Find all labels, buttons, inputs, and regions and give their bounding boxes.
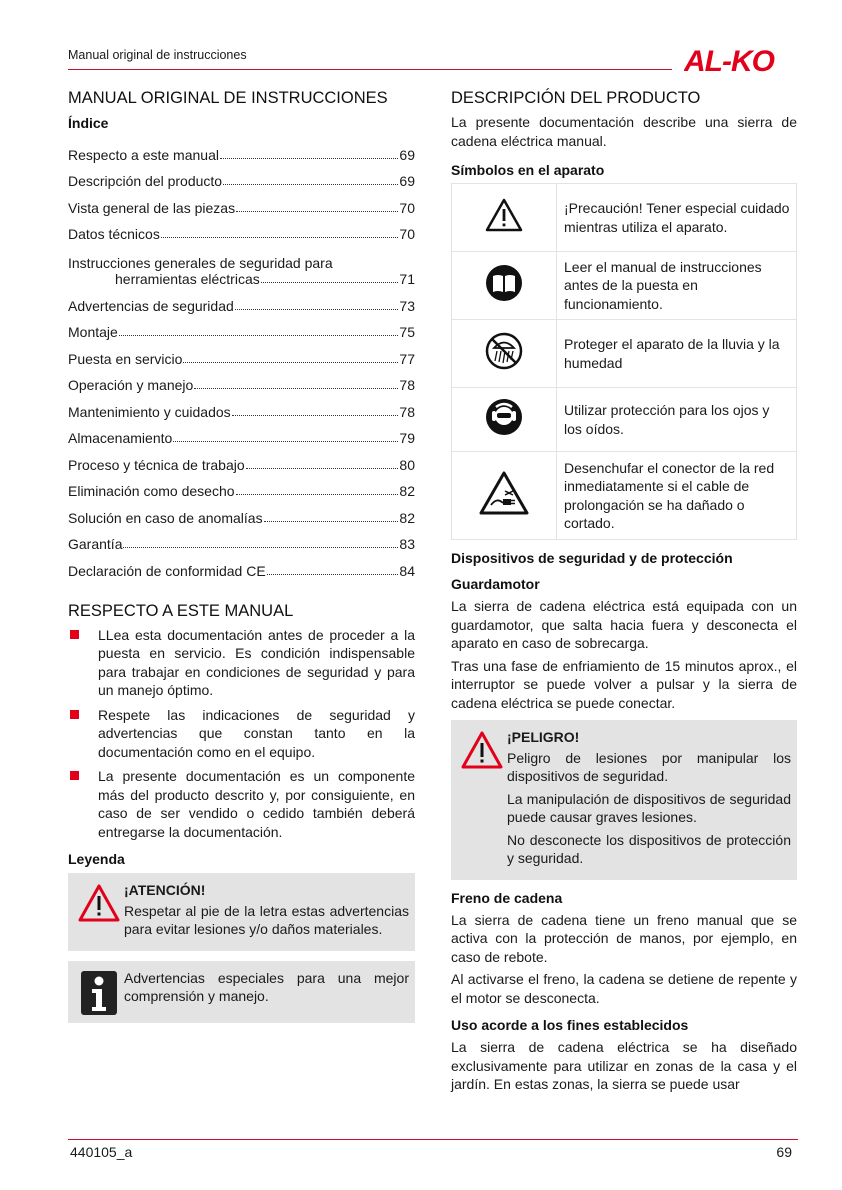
product-intro: La presente documentación describe una sierra de cadena eléctrica manual. [451,114,797,149]
toc-item[interactable]: Almacenamiento 79 [68,430,415,446]
toc-item[interactable]: Advertencias de seguridad 73 [68,297,415,314]
bullet-square-icon [70,771,79,780]
toc-item[interactable]: Descripción del producto 69 [68,173,415,189]
read-manual-icon [452,252,557,320]
product-heading: DESCRIPCIÓN DEL PRODUCTO [451,89,701,107]
symbol-description: Proteger el aparato de la lluvia y la humedad [557,320,797,388]
no-rain-icon [452,320,557,388]
toc-item[interactable]: Puesta en servicio 77 [68,350,415,367]
page-number: 69 [776,1144,792,1160]
toc-item[interactable]: Mantenimiento y cuidados 78 [68,403,415,420]
chain-brake-paragraph: La sierra de cadena tiene un freno manual que se activa con la protección de manos, por ejemplo, en caso de rebote. [451,911,797,965]
footer-divider [68,1139,798,1140]
info-note [68,961,415,1023]
toc-item[interactable]: Eliminación como desecho 82 [68,483,415,499]
table-row [452,388,797,452]
toc-item[interactable]: Montaje 75 [68,324,415,340]
symbols-label: Símbolos en el aparato [451,162,605,178]
legend-label: Leyenda [68,851,125,867]
intended-use-paragraph: La sierra de cadena eléctrica se ha diseñado exclusivamente para utilizar en zonas de la casa y el jardín. En estas zonas, la sierra se puede usar [451,1039,797,1092]
safety-devices-label: Dispositivos de seguridad y de protección [451,550,733,566]
toc-item[interactable]: Solución en caso de anomalías 82 [68,509,415,526]
header-title: Manual original de instrucciones [68,48,247,62]
danger-line: Peligro de lesiones por manipular los dispositivos de seguridad. [507,749,791,784]
eye-ear-protection-icon [452,388,557,452]
header-divider [68,69,672,70]
toc-item[interactable]: Garantía 83 [68,536,415,552]
table-of-contents [68,136,415,579]
info-text: Advertencias especiales para una mejor comprensión y manejo. [124,969,409,1004]
warning-triangle-icon [457,728,507,872]
bullet-square-icon [70,710,79,719]
table-row [452,320,797,388]
info-icon [74,969,124,1015]
table-row [452,452,797,540]
alko-logo-text: AL-KO [684,45,774,74]
list-item: LLea esta documentación antes de proceder a la puesta en servicio. Es condición indispensable para trabajar en condiciones de seguridad y para un manejo óptimo. [68,626,415,700]
bullet-square-icon [70,630,79,639]
table-row [452,184,797,252]
alko-logo [684,44,800,74]
unplug-warning-icon [452,452,557,540]
symbol-description: Desenchufar el conector de la red inmediatamente si el cable de prolongación se ha dañado o cortado. [557,452,797,540]
toc-item[interactable]: Declaración de conformidad CE 84 [68,562,415,579]
list-item: La presente documentación es un componente más del producto descrito y, por consiguiente, en caso de ser vendido o cedido también deberá entregarse la documentación. [68,767,415,841]
danger-line: No desconecte los dispositivos de protección y seguridad. [507,831,791,866]
toc-item[interactable]: Datos técnicos 70 [68,226,415,242]
attention-note [68,873,415,951]
symbols-table [451,183,797,540]
attention-title: ¡ATENCIÓN! [124,882,206,898]
motor-guard-paragraph: La sierra de cadena eléctrica está equipada con un guardamotor, que salta hacia fuera y desconecta el aparato en caso de sobrecarga. [451,598,797,651]
right-column [451,88,797,1098]
danger-title: ¡PELIGRO! [507,729,580,745]
symbol-description: Utilizar protección para los ojos y los oídos. [557,388,797,452]
left-column [68,88,415,1033]
danger-note [451,720,797,880]
motor-guard-label: Guardamotor [451,576,540,592]
chain-brake-label: Freno de cadena [451,889,563,906]
table-row [452,252,797,320]
index-label: Índice [68,115,109,131]
attention-text: Respetar al pie de la letra estas advertencias para evitar lesiones y/o daños materiales. [124,902,409,937]
motor-guard-paragraph-2: Tras una fase de enfriamiento de 15 minutos aprox., el interruptor se puede volver a pulsar y la sierra de cadena eléctrica se puede conectar. [451,657,797,711]
toc-item[interactable]: Vista general de las piezas 70 [68,199,415,216]
about-heading: RESPECTO A ESTE MANUAL [68,601,294,620]
danger-line: La manipulación de dispositivos de seguridad puede causar graves lesiones. [507,790,791,825]
warning-triangle-icon [452,184,557,252]
about-bullet-list [68,626,415,842]
chain-brake-paragraph-2: Al activarse el freno, la cadena se detiene de repente y el motor se desconecta. [451,971,797,1006]
manual-heading: MANUAL ORIGINAL DE INSTRUCCIONES [68,89,388,107]
toc-item[interactable]: Operación y manejo 78 [68,377,415,393]
intended-use-label: Uso acorde a los fines establecidos [451,1017,689,1033]
symbol-description: ¡Precaución! Tener especial cuidado mientras utiliza el aparato. [557,184,797,252]
toc-item[interactable]: Instrucciones generales de seguridad para herramientas eléctricas 71 [68,255,415,287]
toc-item[interactable]: Respecto a este manual 69 [68,146,415,163]
document-code: 440105_a [70,1144,133,1160]
symbol-description: Leer el manual de instrucciones antes de la puesta en funcionamiento. [557,252,797,320]
toc-item[interactable]: Proceso y técnica de trabajo 80 [68,456,415,473]
list-item: Respete las indicaciones de seguridad y advertencias que constan tanto en la documentación como en el equipo. [68,706,415,762]
warning-triangle-icon [74,881,124,943]
